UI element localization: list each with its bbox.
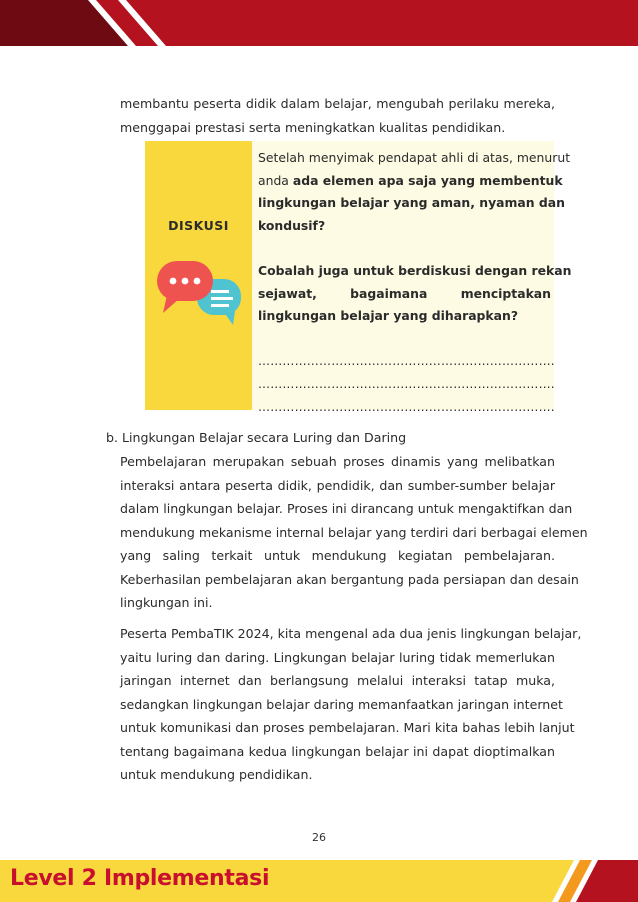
p1-line: mendukung mekanisme internal belajar yang terdiri dari berbagai elemen — [120, 524, 588, 540]
footer-title: Level 2 Implementasi — [10, 866, 270, 891]
diskusi-title: DISKUSI — [168, 218, 229, 233]
diskusi-q1-line4: kondusif? — [258, 217, 326, 233]
section-paragraph-2 — [120, 622, 582, 787]
p2-line: tentang bagaimana kedua lingkungan belajar ini dapat dioptimalkan — [120, 743, 555, 759]
p1-line: interaksi antara peserta didik, pendidik, dan sumber-sumber belajar — [120, 477, 555, 493]
answer-line-2: ………………………………………………………………. — [258, 376, 555, 391]
p2-line: Peserta PembaTIK 2024, kita mengenal ada dua jenis lingkungan belajar, — [120, 626, 582, 641]
p2-line: yaitu luring dan daring. Lingkungan belajar luring tidak memerlukan — [120, 649, 555, 665]
diskusi-q1-line2-normal: anda — [258, 172, 293, 188]
page-number: 26 — [312, 831, 326, 844]
p2-line: untuk mendukung pendidikan. — [120, 767, 313, 782]
diskusi-q1-line1: Setelah menyimak pendapat ahli di atas, menurut — [258, 150, 571, 165]
answer-line-1: ………………………………………………………………. — [258, 354, 555, 369]
diskusi-q2-word-1: sejawat, — [258, 285, 317, 301]
diskusi-q1-line2-bold: ada elemen apa saja yang membentuk — [292, 172, 563, 188]
diskusi-q2-line2 — [258, 283, 551, 306]
diskusi-q2-word-2: bagaimana — [350, 285, 428, 301]
intro-paragraph — [120, 92, 555, 139]
p1-line: Keberhasilan pembelajaran akan bergantung pada persiapan dan desain — [120, 571, 579, 587]
diskusi-q2-word-3: menciptakan — [460, 285, 551, 301]
p2-line: jaringan internet dan berlangsung melalui interaksi tatap muka, — [120, 673, 555, 688]
p2-line: sedangkan lingkungan belajar daring memanfaatkan jaringan internet — [120, 696, 563, 712]
diskusi-q2-line1: Cobalah juga untuk berdiskusi dengan rekan — [258, 262, 572, 278]
p1-line: dalam lingkungan belajar. Proses ini dirancang untuk mengaktifkan dan — [120, 501, 573, 516]
p1-line: lingkungan ini. — [120, 595, 213, 610]
p1-line: Pembelajaran merupakan sebuah proses dinamis yang melibatkan — [120, 454, 555, 469]
section-heading: b. Lingkungan Belajar secara Luring dan Daring — [106, 430, 407, 445]
p2-line: untuk komunikasi dan proses pembelajaran. Mari kita bahas lebih lanjut — [120, 720, 575, 735]
section-paragraph-1 — [120, 450, 588, 615]
intro-line-1: membantu peserta didik dalam belajar, mengubah perilaku mereka, — [120, 96, 555, 111]
diskusi-text — [258, 147, 572, 418]
header-banner — [0, 0, 638, 46]
diskusi-q2-line3: lingkungan belajar yang diharapkan? — [258, 308, 519, 324]
diskusi-q1-line3: lingkungan belajar yang aman, nyaman dan — [258, 195, 565, 211]
intro-line-2: menggapai prestasi serta meningkatkan kualitas pendidikan. — [120, 119, 506, 135]
diskusi-box — [145, 141, 572, 414]
diskusi-q1-line2 — [258, 170, 563, 193]
answer-line-3: ………………………………………………………………. — [258, 399, 555, 414]
chat-bubbles-icon — [153, 257, 249, 333]
p1-line: yang saling terkait untuk mendukung kegiatan pembelajaran. — [120, 548, 555, 563]
